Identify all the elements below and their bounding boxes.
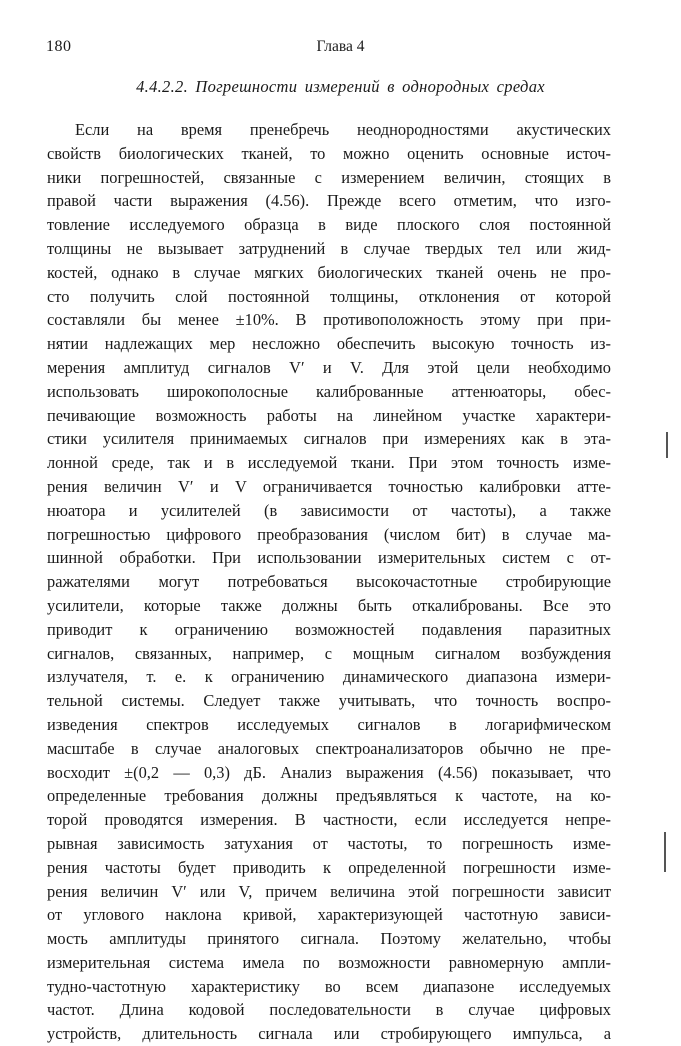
text-line: приводит к ограничению возможностей подавления паразитных (47, 619, 611, 639)
section-title: 4.4.2.2. Погрешности измерений в однородных средах (136, 77, 545, 96)
text-line: толщины не вызывает затруднений в случае твердых тел или жид- (47, 238, 611, 258)
text-line: составляли бы менее ±10%. В противоположность этому при при- (47, 310, 611, 330)
text-line: торой проводятся измерения. В частности, если исследуется непре- (47, 810, 611, 830)
text-line: от углового наклона кривой, характеризующей частотную зависи- (47, 905, 611, 925)
text-line: рения величин V′ или V, причем величина этой погрешности зависит (47, 881, 611, 901)
text-line: усилители, которые также должны быть откалиброваны. Все это (47, 595, 611, 615)
text-line: измерительная система имела по возможности равномерную ампли- (47, 952, 611, 972)
text-line: рывная зависимость затухания от частоты, то погрешность изме- (47, 833, 611, 853)
text-line: нятии надлежащих мер несложно обеспечить высокую точность из- (47, 334, 611, 354)
text-line: Если на время пренебречь неоднородностями акустических (75, 120, 611, 139)
text-line: масштабе в случае аналоговых спектроанализаторов обычно не пре- (47, 738, 611, 758)
text-line: лонной среде, так и в исследуемой ткани. При этом точность изме- (47, 453, 611, 473)
text-line: устройств, длительность сигнала или стробирующего импульса, а (47, 1024, 611, 1044)
text-line: тудно-частотную характеристику во всем диапазоне исследуемых (47, 976, 611, 996)
text-line: восходит ±(0,2 — 0,3) дБ. Анализ выражения (4.56) показывает, что (47, 762, 611, 782)
scan-artifact-mark (666, 432, 668, 458)
text-line: рения частоты будет приводить к определенной погрешности изме- (47, 857, 611, 877)
body-text (47, 118, 611, 1046)
text-line: правой части выражения (4.56). Прежде всего отметим, что изго- (47, 191, 611, 211)
text-line: печивающие возможность работы на линейном участке характери- (47, 405, 611, 425)
running-head: Глава 4 (316, 38, 365, 55)
text-line: мерения амплитуд сигналов V′ и V. Для этой цели необходимо (47, 357, 611, 377)
text-line: ники погрешностей, связанные с измерением величин, стоящих в (47, 167, 611, 187)
text-line: стики усилителя принимаемых сигналов при измерениях как в эта- (47, 429, 611, 449)
text-line: определенные требования должны предъявляться к частоте, на ко- (47, 786, 611, 806)
text-line: использовать широкополосные калиброванные аттенюаторы, обес- (47, 381, 611, 401)
text-line: тельной системы. Следует также учитывать, что точность воспро- (47, 691, 611, 711)
text-line: мость амплитуды принятого сигнала. Поэтому желательно, чтобы (47, 929, 611, 949)
text-line: свойств биологических тканей, то можно оценить основные источ- (47, 143, 611, 163)
text-line: ражателями могут потребоваться высокочастотные стробирующие (47, 572, 611, 592)
text-line: изведения спектров исследуемых сигналов в логарифмическом (47, 714, 611, 734)
text-line: шинной обработки. При использовании измерительных систем с от- (47, 548, 611, 568)
text-line: погрешностью цифрового преобразования (числом бит) в случае ма- (47, 524, 611, 544)
text-line: рения величин V′ и V ограничивается точностью калибровки атте- (47, 476, 611, 496)
text-line: частот. Длина кодовой последовательности в случае цифровых (47, 1000, 611, 1020)
text-line: костей, однако в случае мягких биологических тканей очень не про- (47, 262, 611, 282)
text-line: сто получить слой постоянной толщины, отклонения от которой (47, 286, 611, 306)
scan-artifact-mark (664, 832, 666, 872)
text-line: сигналов, связанных, например, с мощным сигналом возбуждения (47, 643, 611, 663)
text-line: излучателя, т. е. к ограничению динамического диапазона измери- (47, 667, 611, 687)
text-line: товление исследуемого образца в виде плоского слоя постоянной (47, 215, 611, 235)
page-number: 180 (46, 38, 72, 55)
text-line: нюатора и усилителей (в зависимости от частоты), а также (47, 500, 611, 520)
